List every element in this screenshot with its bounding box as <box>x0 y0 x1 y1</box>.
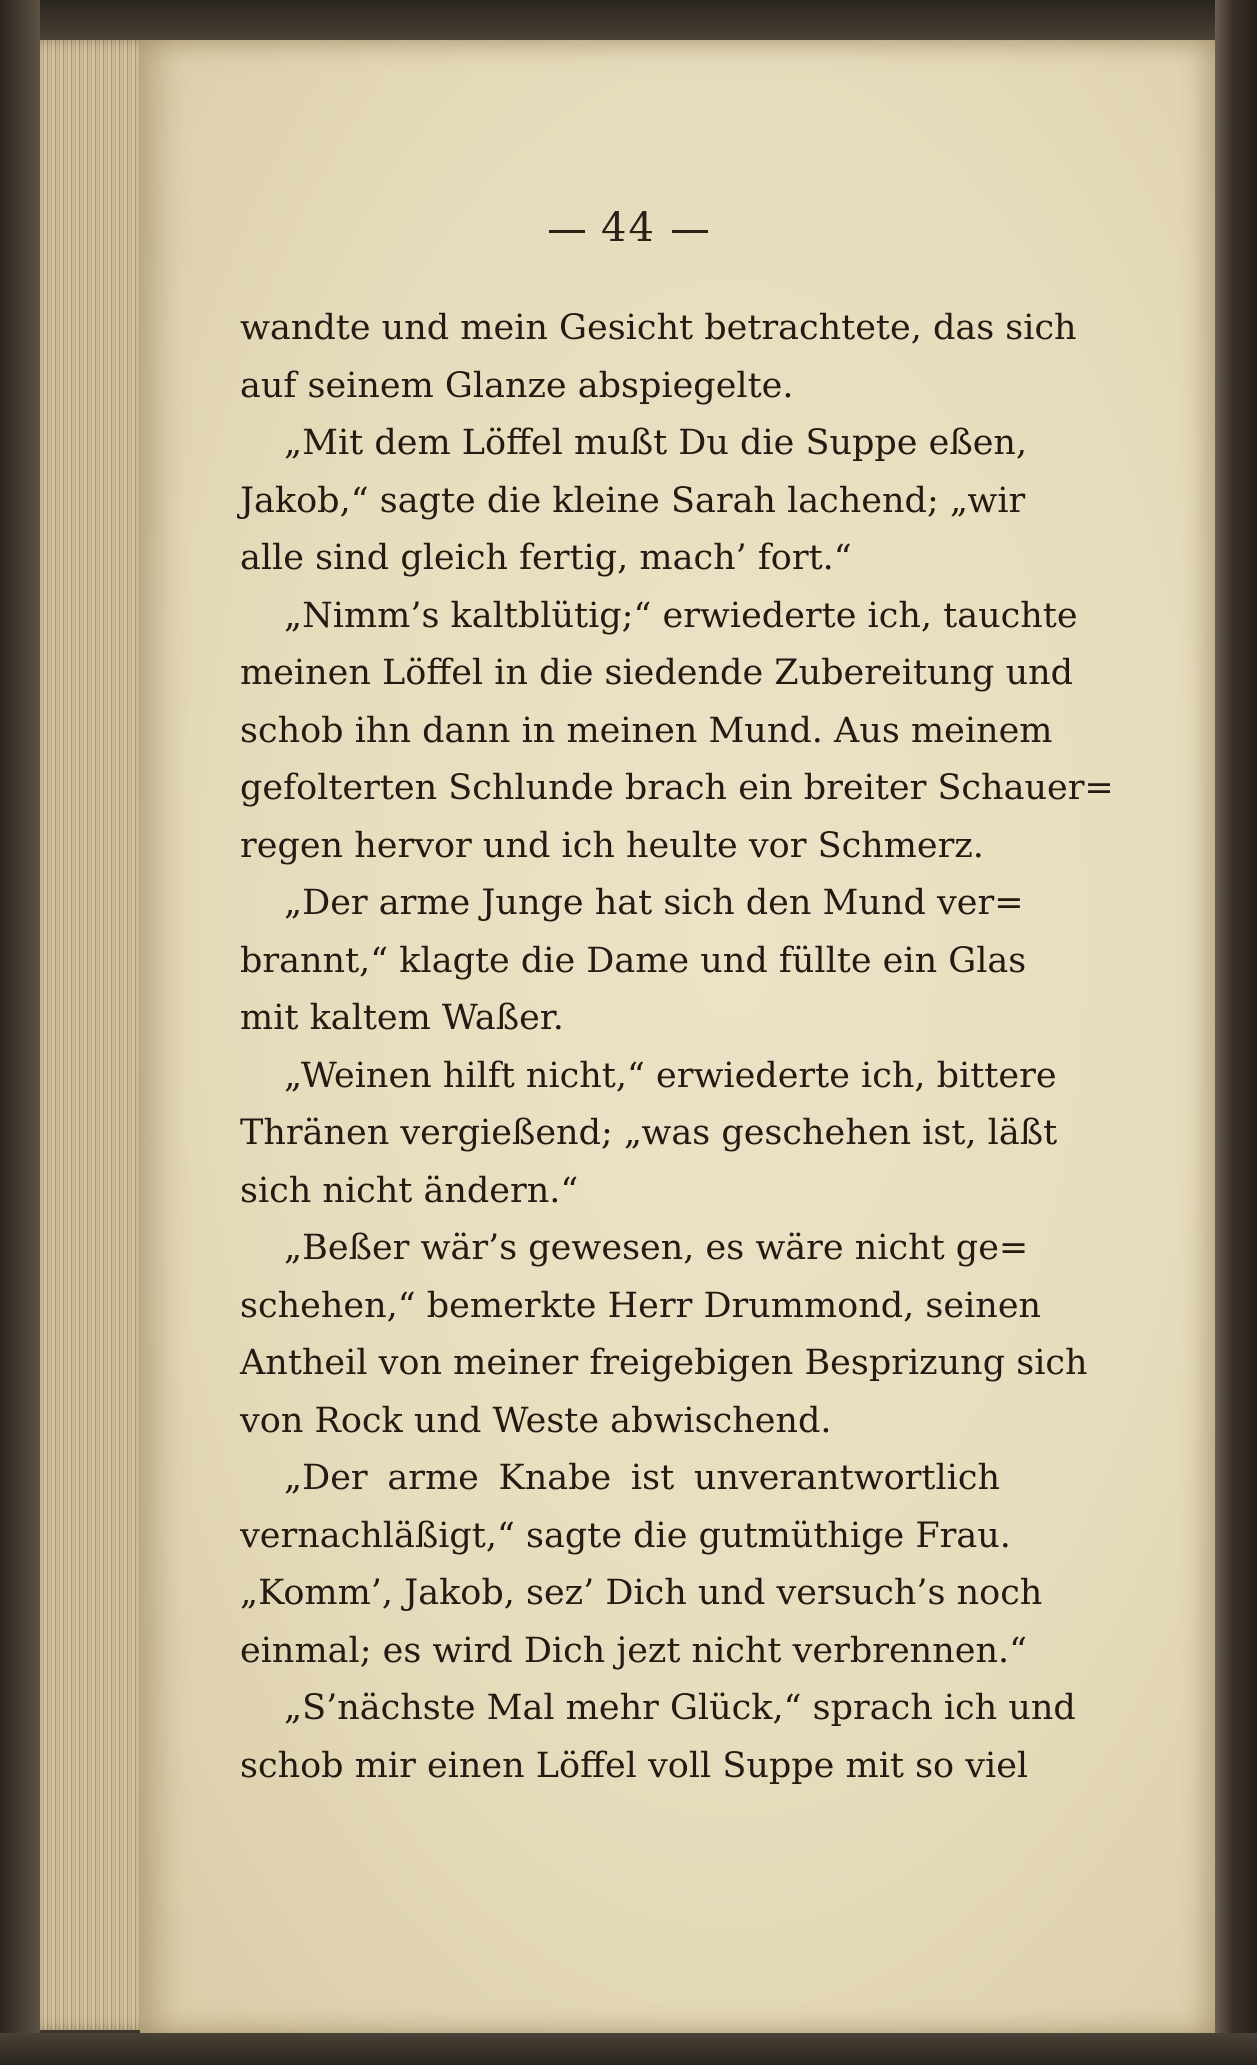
text-line: „Komm’, Jakob, sez’ Dich und versuch’s noch <box>240 1573 1043 1613</box>
binding-top-edge <box>0 0 1257 42</box>
text-line: Jakob,“ sagte die kleine Sarah lachend; „wir <box>240 480 1026 521</box>
text-line: gefolterten Schlunde brach ein breiter Schauer= <box>240 768 1114 808</box>
page-body-text <box>240 300 1114 1795</box>
text-line: alle sind gleich fertig, mach’ fort.“ <box>240 538 852 578</box>
text-line: meinen Löffel in die siedende Zubereitung und <box>240 653 1074 693</box>
page-number-dash-right <box>672 230 708 233</box>
text-line: „Weinen hilft nicht,“ erwiederte ich, bittere <box>284 1055 1057 1096</box>
text-line: mit kaltem Waßer. <box>240 998 564 1038</box>
text-line: „Der arme Knabe ist unverantwortlich <box>284 1458 1000 1498</box>
text-line: regen hervor und ich heulte vor Schmerz. <box>240 825 984 866</box>
text-line: brannt,“ klagte die Dame und füllte ein Glas <box>240 940 1027 981</box>
text-line: schob mir einen Löffel voll Suppe mit so viel <box>240 1745 1029 1786</box>
text-line: „Mit dem Löffel mußt Du die Suppe eßen, <box>284 423 1028 463</box>
binding-bottom-edge <box>0 2033 1257 2065</box>
text-line: von Rock und Weste abwischend. <box>240 1400 832 1441</box>
text-line: schehen,“ bemerkte Herr Drummond, seinen <box>240 1285 1042 1326</box>
text-line: Antheil von meiner freigebigen Besprizung sich <box>240 1343 1088 1383</box>
text-line: „Beßer wär’s gewesen, es wäre nicht ge= <box>284 1228 1029 1268</box>
text-line: auf seinem Glanze abspiegelte. <box>240 365 794 406</box>
page-number-dash-left <box>549 230 585 233</box>
page-number: 44 <box>601 205 656 251</box>
text-line: vernachläßigt,“ sagte die gutmüthige Frau. <box>240 1515 1011 1556</box>
page-number-header <box>0 205 1257 251</box>
text-line: einmal; es wird Dich jezt nicht verbrennen.“ <box>240 1630 1028 1671</box>
text-line: „Nimm’s kaltblütig;“ erwiederte ich, tauchte <box>284 595 1078 636</box>
text-line: „S’nächste Mal mehr Glück,“ sprach ich und <box>284 1688 1076 1728</box>
text-line: schob ihn dann in meinen Mund. Aus meinem <box>240 710 1053 751</box>
text-line: wandte und mein Gesicht betrachtete, das sich <box>240 308 1077 348</box>
book-cover-right <box>1215 0 1257 2065</box>
text-line: sich nicht ändern.“ <box>240 1170 579 1211</box>
book-cover-left <box>0 0 40 2065</box>
text-line: Thränen vergießend; „was geschehen ist, läßt <box>240 1113 1058 1153</box>
text-line: „Der arme Junge hat sich den Mund ver= <box>284 883 1024 923</box>
